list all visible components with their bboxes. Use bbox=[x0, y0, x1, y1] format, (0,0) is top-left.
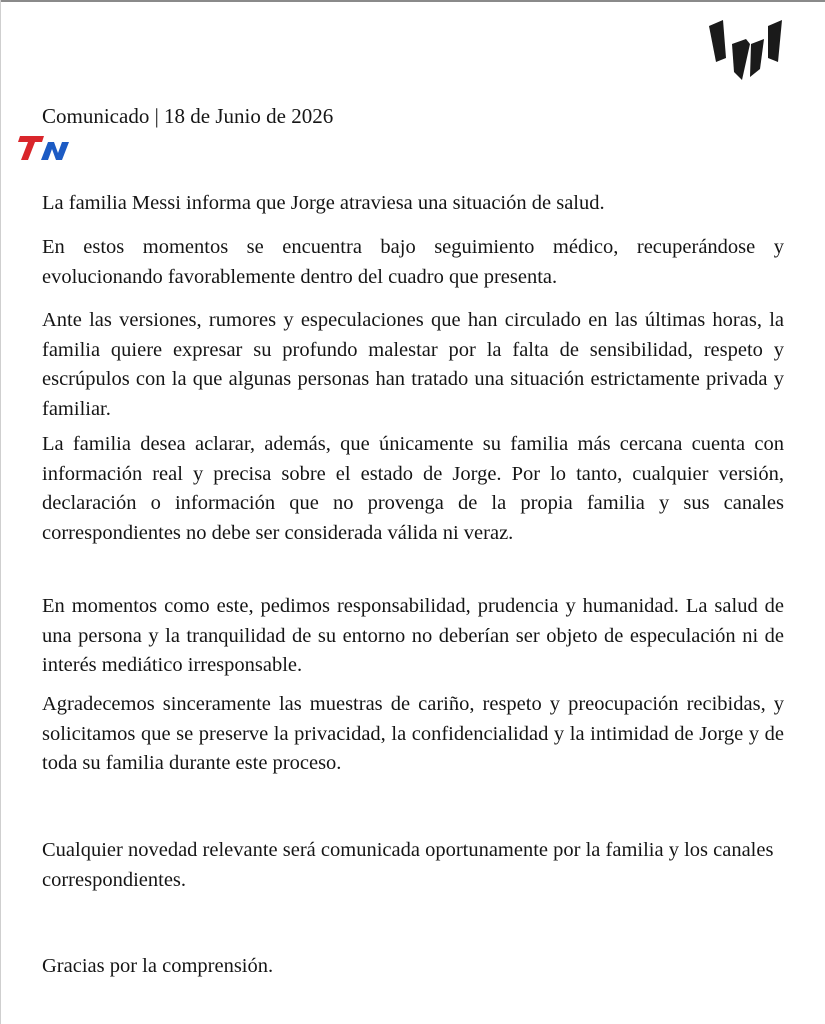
document-header bbox=[42, 102, 333, 130]
messi-logo-icon bbox=[704, 14, 786, 84]
paragraph-3: Ante las versiones, rumores y especulaciones que han circulado en las últimas horas, la familia quiere expresar su profundo malestar por la falta de sensibilidad, respeto y escrúpulos con la que algunas personas han tratado una situación estrictamente privada y familiar. bbox=[42, 309, 784, 420]
paragraph-2: En estos momentos se encuentra bajo seguimiento médico, recuperándose y evolucionando favorablemente dentro del cuadro que presenta. bbox=[42, 236, 784, 288]
paragraph-7: Cualquier novedad relevante será comunicada oportunamente por la familia y los canales correspondientes. bbox=[42, 839, 774, 891]
paragraph-6: Agradecemos sinceramente las muestras de cariño, respeto y preocupación recibidas, y solicitamos que se preserve la privacidad, la confidencialidad y la intimidad de Jorge y de toda su familia durante este proceso. bbox=[42, 693, 784, 774]
paragraph-4: La familia desea aclarar, además, que únicamente su familia más cercana cuenta con información real y precisa sobre el estado de Jorge. Por lo tanto, cualquier versión, declaración o información que no provenga de la propia familia y sus canales correspondientes no debe ser considerada válida ni veraz. bbox=[42, 433, 784, 544]
paragraph-1: La familia Messi informa que Jorge atraviesa una situación de salud. bbox=[42, 192, 605, 214]
document-date: 18 de Junio de 2026 bbox=[164, 104, 334, 128]
left-border bbox=[0, 0, 1, 1024]
closing-line: Gracias por la comprensión. bbox=[42, 955, 274, 977]
comunicado-label: Comunicado bbox=[42, 104, 150, 128]
top-border bbox=[0, 0, 825, 2]
paragraph-5: En momentos como este, pedimos responsabilidad, prudencia y humanidad. La salud de una persona y la tranquilidad de su entorno no deberían ser objeto de especulación ni de interés mediático irresponsable. bbox=[42, 595, 784, 676]
header-separator: | bbox=[154, 104, 159, 128]
tn-logo-icon bbox=[14, 132, 74, 164]
